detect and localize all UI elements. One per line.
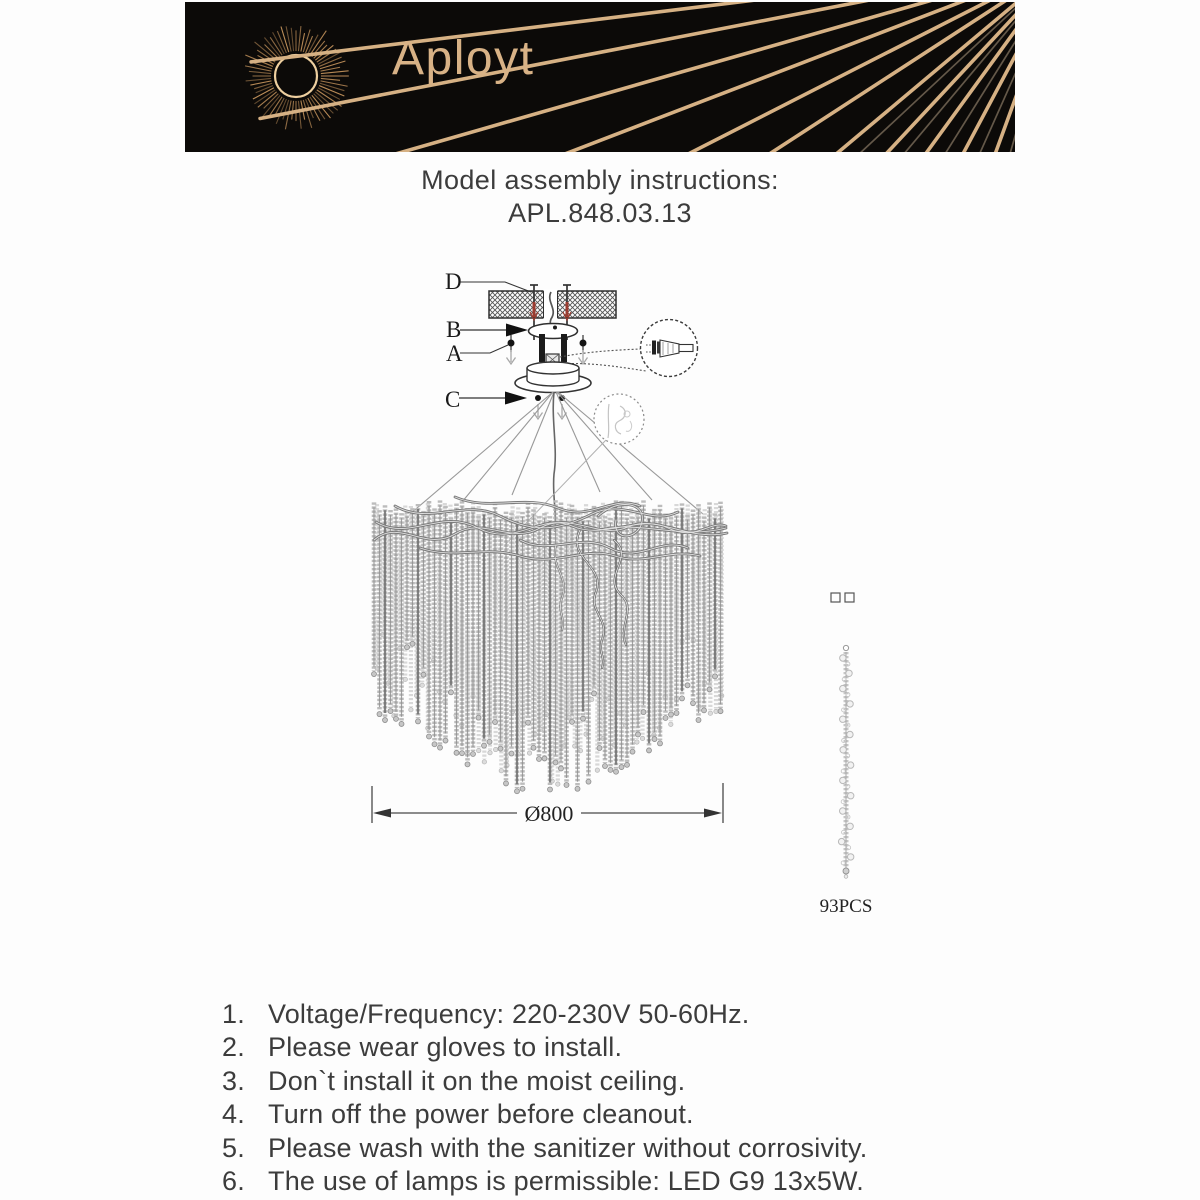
page-title: Model assembly instructions:: [421, 165, 779, 195]
brand-logo-text: Aployt: [392, 32, 535, 85]
list-item: [222, 1031, 867, 1064]
item-text: The use of lamps is permissible: LED G9 13x5W.: [268, 1166, 864, 1197]
item-number: 3.: [222, 1065, 245, 1096]
dimension-label: Ø800: [524, 801, 574, 826]
item-text: Voltage/Frequency: 220-230V 50-60Hz.: [268, 999, 750, 1029]
item-number: 2.: [222, 1032, 245, 1063]
model-number: APL.848.03.13: [508, 198, 692, 228]
strand-sample: [820, 593, 873, 917]
pieces-count-label: 93PCS: [819, 896, 873, 917]
list-item: [222, 1098, 867, 1131]
item-text: Please wear gloves to install.: [268, 1032, 623, 1063]
item-text: Please wash with the sanitizer without corrosivity.: [268, 1132, 868, 1163]
item-text: Turn off the power before cleanout.: [268, 1099, 694, 1130]
crystal-strand-sample: [838, 645, 853, 878]
part-labels: [445, 269, 463, 412]
small-square-icon: [845, 593, 854, 602]
wire-connector-detail: [641, 320, 698, 377]
label-d: D: [445, 269, 462, 294]
list-item: [222, 1065, 867, 1098]
list-item: [222, 1165, 867, 1198]
label-c: C: [445, 387, 461, 412]
label-b: B: [446, 317, 462, 342]
item-number: 6.: [222, 1166, 245, 1197]
list-item: [222, 1132, 867, 1165]
item-number: 1.: [222, 999, 245, 1029]
instruction-list: [222, 998, 867, 1198]
item-number: 4.: [222, 1099, 245, 1130]
list-item: [222, 998, 867, 1031]
small-square-icon: [831, 593, 840, 602]
label-a: A: [446, 341, 463, 366]
item-number: 5.: [222, 1132, 245, 1163]
hook-detail: [594, 394, 644, 444]
item-text: Don`t install it on the moist ceiling.: [268, 1065, 686, 1096]
